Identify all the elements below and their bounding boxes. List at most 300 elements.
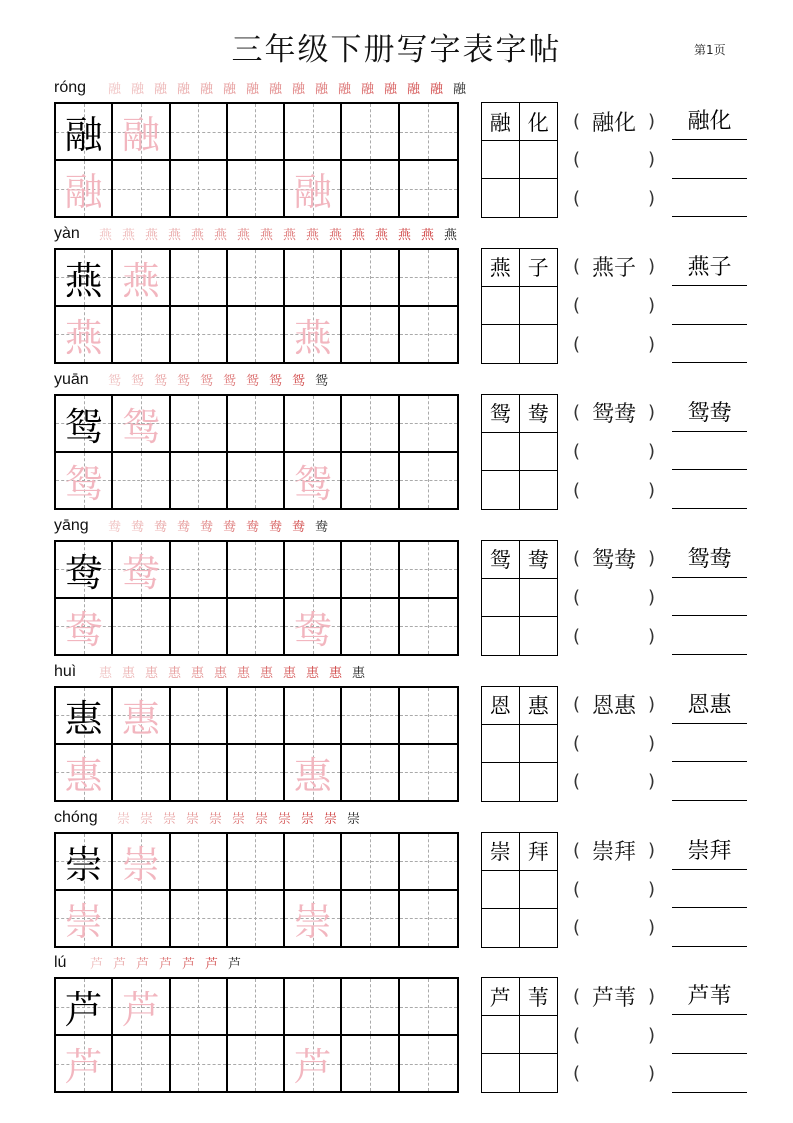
trace-character: 芦 [64, 1045, 103, 1090]
paren-open: ( [573, 333, 581, 355]
practice-cell[interactable] [342, 161, 399, 216]
paren-close: ) [647, 771, 655, 793]
page-number: 第1页 [694, 43, 726, 57]
word-practice-cell[interactable] [482, 471, 520, 509]
practice-cell[interactable] [171, 891, 228, 946]
paren-close: ) [647, 187, 655, 209]
practice-cell[interactable] [171, 688, 228, 745]
practice-cell[interactable] [171, 453, 228, 508]
practice-cell[interactable] [342, 250, 399, 307]
paren-blank[interactable] [573, 832, 655, 870]
practice-cell[interactable] [285, 161, 342, 216]
practice-cell[interactable] [228, 104, 285, 161]
practice-cell[interactable] [228, 1036, 285, 1091]
stroke-step: 惠 [167, 665, 181, 681]
word-practice-cell[interactable] [482, 871, 520, 909]
practice-cell[interactable] [400, 453, 457, 508]
stroke-step: 燕 [121, 227, 135, 243]
stroke-step: 惠 [213, 665, 227, 681]
practice-cell[interactable] [56, 891, 113, 946]
practice-cell[interactable] [285, 979, 342, 1036]
stroke-step: 崇 [116, 811, 130, 827]
word-practice-cell[interactable] [482, 325, 520, 363]
paren-open: ( [573, 625, 581, 647]
stroke-step: 芦 [89, 957, 103, 973]
stroke-order-sequence [95, 224, 461, 243]
stroke-step: 崇 [162, 811, 176, 827]
stroke-step: 鸳 [176, 373, 190, 389]
word-grid [481, 686, 558, 802]
paren-blank[interactable] [573, 617, 655, 655]
word-practice-cell[interactable] [482, 763, 520, 801]
practice-cell[interactable] [56, 161, 113, 216]
practice-cell[interactable] [285, 834, 342, 891]
model-character: 芦 [64, 988, 103, 1033]
word-practice-cell[interactable] [520, 725, 558, 763]
practice-cell[interactable] [171, 104, 228, 161]
practice-cell[interactable] [56, 688, 113, 745]
underline-blank[interactable]: 融化 [672, 102, 747, 140]
practice-cell[interactable] [342, 745, 399, 800]
paren-blank[interactable] [573, 248, 655, 286]
practice-cell[interactable] [113, 745, 170, 800]
practice-cell[interactable] [171, 979, 228, 1036]
paren-open: ( [573, 694, 581, 716]
practice-cell[interactable] [285, 396, 342, 453]
stroke-step: 鸯 [176, 519, 190, 535]
practice-cell[interactable] [228, 745, 285, 800]
paren-close: ) [647, 479, 655, 501]
practice-cell[interactable] [171, 542, 228, 599]
paren-blank[interactable] [573, 471, 655, 509]
practice-cell[interactable] [113, 104, 170, 161]
practice-cell[interactable] [342, 396, 399, 453]
word-practice-cell[interactable] [482, 617, 520, 655]
paren-blank[interactable] [573, 287, 655, 325]
practice-cell[interactable] [56, 834, 113, 891]
practice-cell[interactable] [56, 307, 113, 362]
practice-cell[interactable] [285, 453, 342, 508]
paren-blank[interactable] [573, 578, 655, 616]
pinyin-label: yuān [54, 370, 89, 388]
practice-cell[interactable] [113, 891, 170, 946]
practice-cell[interactable] [113, 307, 170, 362]
paren-open: ( [573, 479, 581, 501]
practice-cell[interactable] [171, 745, 228, 800]
underline-blank[interactable] [672, 1016, 747, 1054]
stroke-step: 鸯 [153, 519, 167, 535]
word-grid [481, 102, 558, 218]
practice-cell[interactable] [400, 745, 457, 800]
practice-cell[interactable] [400, 542, 457, 599]
word-practice-cell[interactable] [520, 909, 558, 947]
word-practice-cell[interactable] [520, 763, 558, 801]
paren-blank[interactable] [573, 1016, 655, 1054]
underline-blank[interactable]: 鸳鸯 [672, 394, 747, 432]
practice-cell[interactable] [56, 599, 113, 654]
stroke-step: 鸯 [130, 519, 144, 535]
underline-blank[interactable] [672, 432, 747, 470]
underline-blank[interactable]: 燕子 [672, 248, 747, 286]
practice-cell[interactable] [56, 542, 113, 599]
practice-grid [54, 394, 459, 510]
paren-close: ) [647, 586, 655, 608]
paren-close: ) [647, 149, 655, 171]
word-character: 融 [482, 103, 520, 141]
practice-cell[interactable] [342, 1036, 399, 1091]
practice-cell[interactable] [228, 161, 285, 216]
practice-cell[interactable] [285, 599, 342, 654]
trace-character: 融 [121, 113, 160, 157]
practice-cell[interactable] [400, 599, 457, 654]
paren-close: ) [647, 878, 655, 900]
paren-word: 崇拜 [591, 840, 636, 865]
stroke-step: 鸯 [245, 519, 259, 535]
practice-cell[interactable] [400, 104, 457, 161]
trace-character: 惠 [293, 753, 332, 798]
stroke-step: 融 [222, 82, 236, 97]
stroke-step: 燕 [443, 227, 457, 243]
practice-cell[interactable] [171, 307, 228, 362]
trace-character: 鸳 [121, 404, 160, 449]
underline-blank[interactable] [672, 909, 747, 947]
practice-grid [54, 102, 459, 218]
paren-open: ( [573, 917, 581, 939]
practice-cell[interactable] [400, 688, 457, 745]
practice-cell[interactable] [400, 1036, 457, 1091]
practice-cell[interactable] [342, 834, 399, 891]
stroke-step: 崇 [231, 811, 245, 827]
word-practice-cell[interactable] [520, 433, 558, 471]
trace-character: 鸯 [293, 607, 332, 652]
stroke-step: 融 [245, 82, 259, 97]
practice-cell[interactable] [285, 307, 342, 362]
stroke-step: 融 [314, 82, 328, 97]
practice-cell[interactable] [113, 1036, 170, 1091]
word-practice-cell[interactable] [482, 287, 520, 325]
word-character: 燕 [482, 249, 520, 287]
stroke-step: 燕 [98, 227, 112, 243]
stroke-step: 鸯 [291, 519, 305, 535]
word-practice-cell[interactable] [482, 909, 520, 947]
stroke-order-sequence [104, 370, 332, 389]
trace-character: 芦 [121, 988, 160, 1033]
word-practice-cell[interactable] [520, 471, 558, 509]
stroke-step: 惠 [236, 665, 250, 681]
word-character: 鸯 [520, 541, 558, 579]
paren-word: 鸳鸯 [591, 548, 636, 574]
stroke-step: 燕 [282, 227, 296, 243]
practice-cell[interactable] [342, 104, 399, 161]
paren-open: ( [573, 110, 581, 132]
stroke-step: 崇 [300, 811, 314, 827]
paren-blank[interactable] [573, 909, 655, 947]
stroke-step: 融 [337, 82, 351, 97]
paren-close: ) [647, 402, 655, 424]
underline-blank[interactable] [672, 325, 747, 363]
practice-cell[interactable] [342, 688, 399, 745]
practice-cell[interactable] [400, 979, 457, 1036]
stroke-step: 融 [406, 82, 420, 97]
practice-cell[interactable] [171, 1036, 228, 1091]
paren-open: ( [573, 548, 581, 570]
practice-cell[interactable] [56, 1036, 113, 1091]
practice-cell[interactable] [228, 599, 285, 654]
practice-cell[interactable] [400, 396, 457, 453]
practice-cell[interactable] [400, 307, 457, 362]
stroke-step: 鸳 [222, 373, 236, 389]
stroke-step: 惠 [144, 665, 158, 681]
practice-cell[interactable] [285, 542, 342, 599]
practice-cell[interactable] [285, 104, 342, 161]
stroke-step: 鸳 [314, 373, 328, 389]
underline-blank[interactable]: 芦苇 [672, 977, 747, 1015]
paren-close: ) [647, 333, 655, 355]
paren-open: ( [573, 1024, 581, 1046]
practice-grid [54, 832, 459, 948]
trace-character: 崇 [121, 842, 160, 887]
stroke-step: 鸳 [268, 373, 282, 389]
practice-cell[interactable] [113, 979, 170, 1036]
word-character: 拜 [520, 833, 558, 871]
character-block [0, 954, 793, 1123]
stroke-step: 燕 [167, 227, 181, 243]
stroke-step: 燕 [190, 227, 204, 243]
paren-close: ) [647, 625, 655, 647]
stroke-step: 惠 [305, 665, 319, 681]
stroke-step: 鸳 [199, 373, 213, 389]
paren-word: 燕子 [591, 256, 636, 282]
word-character: 苇 [520, 978, 558, 1016]
word-practice-cell[interactable] [520, 141, 558, 179]
pinyin-label: yāng [54, 516, 89, 534]
paren-open: ( [573, 586, 581, 608]
paren-blank[interactable] [573, 686, 655, 724]
stroke-step: 融 [153, 82, 167, 97]
stroke-step: 融 [452, 82, 466, 97]
underline-blank[interactable] [672, 287, 747, 325]
stroke-step: 鸳 [130, 373, 144, 389]
practice-cell[interactable] [113, 453, 170, 508]
practice-cell[interactable] [285, 891, 342, 946]
practice-cell[interactable] [56, 104, 113, 161]
stroke-step: 燕 [397, 227, 411, 243]
practice-cell[interactable] [56, 453, 113, 508]
practice-cell[interactable] [56, 745, 113, 800]
paren-close: ) [647, 256, 655, 278]
practice-cell[interactable] [342, 307, 399, 362]
stroke-step: 惠 [190, 665, 204, 681]
paren-blank[interactable] [573, 977, 655, 1015]
underline-blank[interactable] [672, 617, 747, 655]
trace-character: 鸳 [64, 461, 103, 506]
trace-character: 崇 [293, 899, 332, 944]
practice-cell[interactable] [400, 161, 457, 216]
practice-cell[interactable] [113, 542, 170, 599]
trace-character: 燕 [64, 315, 103, 360]
word-practice-cell[interactable] [520, 579, 558, 617]
trace-character: 芦 [293, 1045, 332, 1090]
stroke-step: 燕 [213, 227, 227, 243]
stroke-step: 崇 [208, 811, 222, 827]
practice-cell[interactable] [400, 250, 457, 307]
stroke-order-sequence [113, 808, 364, 827]
underline-blank[interactable] [672, 179, 747, 217]
paren-word: 恩惠 [591, 694, 636, 720]
stroke-step: 鸯 [107, 519, 121, 535]
underline-blank[interactable]: 崇拜 [672, 832, 747, 870]
practice-cell[interactable] [228, 891, 285, 946]
stroke-step: 燕 [144, 227, 158, 243]
practice-cell[interactable] [228, 979, 285, 1036]
stroke-step: 燕 [259, 227, 273, 243]
trace-character: 崇 [64, 899, 103, 944]
practice-cell[interactable] [342, 979, 399, 1036]
stroke-step: 芦 [181, 957, 195, 973]
word-practice-cell[interactable] [520, 1054, 558, 1092]
practice-cell[interactable] [342, 542, 399, 599]
paren-open: ( [573, 878, 581, 900]
stroke-step: 芦 [204, 957, 218, 973]
paren-open: ( [573, 149, 581, 171]
practice-cell[interactable] [113, 599, 170, 654]
paren-blank[interactable] [573, 432, 655, 470]
paren-blank[interactable] [573, 394, 655, 432]
practice-cell[interactable] [285, 1036, 342, 1091]
underline-blank[interactable] [672, 870, 747, 908]
paren-open: ( [573, 256, 581, 278]
paren-close: ) [647, 985, 655, 1007]
word-practice-cell[interactable] [520, 617, 558, 655]
word-character: 鸳 [482, 541, 520, 579]
word-practice-cell[interactable] [482, 579, 520, 617]
underline-blank[interactable] [672, 578, 747, 616]
paren-blank[interactable] [573, 102, 655, 140]
practice-cell[interactable] [171, 834, 228, 891]
paren-word: 融化 [591, 110, 636, 136]
stroke-step: 芦 [135, 957, 149, 973]
practice-cell[interactable] [228, 307, 285, 362]
stroke-step: 鸳 [291, 373, 305, 389]
practice-cell[interactable] [56, 979, 113, 1036]
practice-cell[interactable] [285, 250, 342, 307]
word-practice-cell[interactable] [482, 1054, 520, 1092]
paren-close: ) [647, 110, 655, 132]
practice-cell[interactable] [171, 161, 228, 216]
word-practice-cell[interactable] [482, 141, 520, 179]
practice-cell[interactable] [171, 250, 228, 307]
practice-cell[interactable] [113, 396, 170, 453]
paren-open: ( [573, 840, 581, 861]
word-practice-cell[interactable] [482, 433, 520, 471]
practice-cell[interactable] [400, 891, 457, 946]
word-practice-cell[interactable] [520, 287, 558, 325]
stroke-step: 融 [268, 82, 282, 97]
practice-cell[interactable] [228, 834, 285, 891]
paren-blank[interactable] [573, 763, 655, 801]
practice-cell[interactable] [171, 396, 228, 453]
paren-blank[interactable] [573, 724, 655, 762]
practice-cell[interactable] [342, 599, 399, 654]
word-practice-cell[interactable] [520, 1016, 558, 1054]
stroke-step: 崇 [185, 811, 199, 827]
paren-blank[interactable] [573, 325, 655, 363]
stroke-step: 惠 [98, 665, 112, 681]
trace-character: 融 [293, 170, 332, 214]
practice-cell[interactable] [113, 250, 170, 307]
practice-cell[interactable] [113, 161, 170, 216]
practice-cell[interactable] [228, 688, 285, 745]
practice-cell[interactable] [285, 745, 342, 800]
stroke-order-sequence [95, 662, 369, 681]
practice-cell[interactable] [228, 250, 285, 307]
practice-cell[interactable] [56, 396, 113, 453]
word-practice-cell[interactable] [520, 325, 558, 363]
stroke-step: 融 [130, 82, 144, 97]
practice-cell[interactable] [56, 250, 113, 307]
underline-blank[interactable] [672, 471, 747, 509]
word-grid [481, 832, 558, 948]
word-practice-cell[interactable] [482, 179, 520, 217]
practice-cell[interactable] [113, 834, 170, 891]
paren-open: ( [573, 1063, 581, 1085]
paren-open: ( [573, 732, 581, 754]
word-practice-cell[interactable] [520, 871, 558, 909]
word-character: 鸳 [482, 395, 520, 433]
word-character: 化 [520, 103, 558, 141]
pinyin-label: chóng [54, 808, 98, 826]
stroke-step: 燕 [236, 227, 250, 243]
underline-blank[interactable]: 恩惠 [672, 686, 747, 724]
paren-blank[interactable] [573, 870, 655, 908]
underline-blank[interactable] [672, 141, 747, 179]
practice-cell[interactable] [113, 688, 170, 745]
practice-cell[interactable] [342, 453, 399, 508]
paren-close: ) [647, 694, 655, 716]
underline-blank[interactable] [672, 724, 747, 762]
underline-blank[interactable]: 鸳鸯 [672, 540, 747, 578]
paren-blank[interactable] [573, 141, 655, 179]
practice-cell[interactable] [228, 396, 285, 453]
practice-cell[interactable] [171, 599, 228, 654]
word-grid [481, 394, 558, 510]
paren-close: ) [647, 732, 655, 754]
trace-character: 鸯 [121, 550, 160, 595]
trace-character: 融 [64, 170, 103, 214]
paren-blank[interactable] [573, 540, 655, 578]
practice-cell[interactable] [228, 542, 285, 599]
underline-blank[interactable] [672, 1055, 747, 1093]
word-practice-cell[interactable] [520, 179, 558, 217]
practice-cell[interactable] [342, 891, 399, 946]
underline-blank[interactable] [672, 763, 747, 801]
paren-open: ( [573, 187, 581, 209]
word-practice-cell[interactable] [482, 1016, 520, 1054]
paren-blank[interactable] [573, 1055, 655, 1093]
paren-word: 鸳鸯 [591, 402, 636, 428]
stroke-step: 崇 [139, 811, 153, 827]
stroke-step: 燕 [374, 227, 388, 243]
word-character: 子 [520, 249, 558, 287]
paren-blank[interactable] [573, 179, 655, 217]
practice-cell[interactable] [400, 834, 457, 891]
stroke-step: 燕 [328, 227, 342, 243]
practice-cell[interactable] [285, 688, 342, 745]
practice-cell[interactable] [228, 453, 285, 508]
model-character: 惠 [64, 696, 103, 741]
word-practice-cell[interactable] [482, 725, 520, 763]
paren-close: ) [647, 1063, 655, 1085]
